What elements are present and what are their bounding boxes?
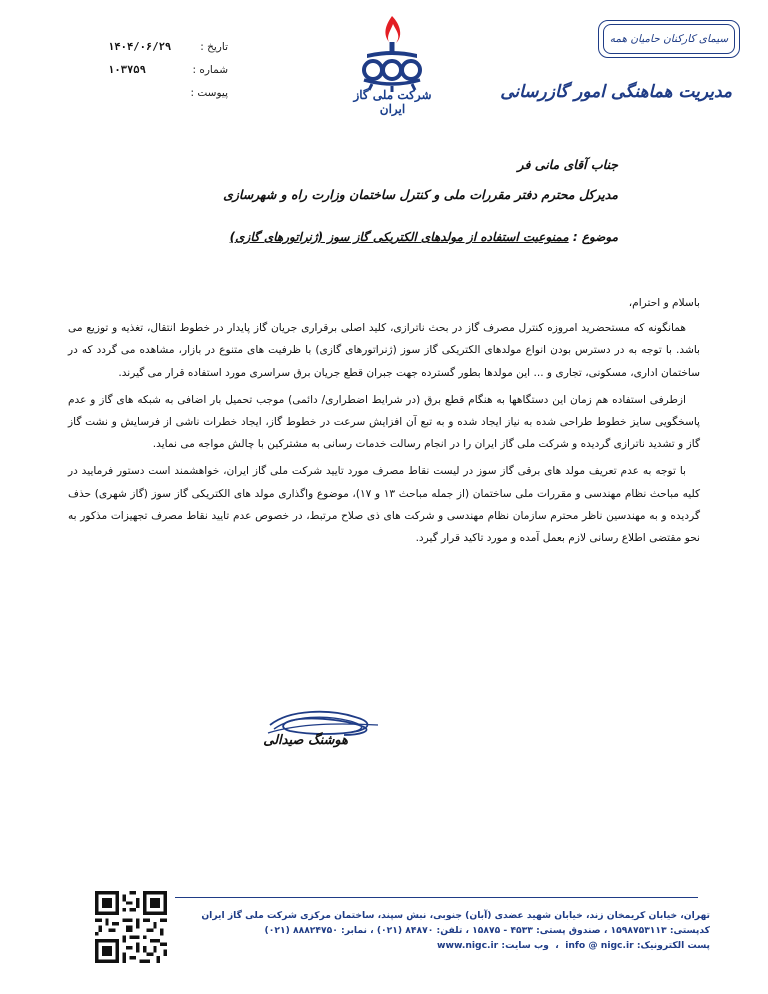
footer-website[interactable]: www.nigc.ir <box>436 940 499 951</box>
letter-body <box>68 292 700 554</box>
signatory-name: هوشنگ صیدالی <box>263 733 348 748</box>
addressee-title: مدیرکل محترم دفتر مقررات ملی و کنترل ساختمان وزارت راه و شهرسازی <box>223 187 618 202</box>
motto-text: سیمای کارکنان حامیان همه <box>609 33 729 45</box>
subject-text: ممنوعیت استفاده از مولدهای الکتریکی گاز سوز (ژنراتورهای گازی) <box>229 230 569 244</box>
letter-meta <box>108 36 228 105</box>
body-paragraph: با توجه به عدم تعریف مولد های برقی گاز سوز در لیست نقاط مصرف مورد تایید شرکت ملی گاز ایران، خواهشمند است دستور فرمایید در کلیه مباحث نظام مهندسی و مقررات ملی ساختمان (از جمله مباحث ۱۳ و ۱۷)، موضوع واگذاری مولد های الکتریکی گاز سوز (گاز شهری) حذف گردیده و به مهندسین ناظر محترم سازمان نظام مهندسی و شرکت های ذی صلاح مرتبط، در خصوص عدم تایید نقاط مصرف تجهیزات مذکور به نحو مقتضی اطلاع رسانی لازم بعمل آمده و مورد تاکید قرار گیرد. <box>68 465 700 545</box>
addressee-name: جناب آقای مانی فر <box>517 157 618 172</box>
footer-email[interactable]: info @ nigc.ir <box>565 940 634 951</box>
addressee-block <box>223 150 618 210</box>
number-label: شماره : <box>192 64 228 76</box>
attachment-label: پیوست : <box>190 87 228 99</box>
footer-address: تهران، خیابان کریمخان زند، خیابان شهید عضدی (آبان) جنوبی، نبش سپند، ساختمان مرکزی شرکت ملی گاز ایران <box>201 910 710 921</box>
footer-info <box>190 908 710 953</box>
attachment-row <box>108 82 228 105</box>
company-logo-text: شرکت ملی گاز ایران <box>353 88 432 116</box>
footer-email-line: پست الکترونیک: info @ nigc.ir ، وب سایت: www.nigc.ir <box>436 940 710 951</box>
motto-box <box>598 20 740 58</box>
body-paragraph: همانگونه که مستحضرید امروزه کنترل مصرف گاز در بحث ناترازی، کلید اصلی برقراری جریان گاز پایدار در خطوط انتقال، تغذیه و توزیع می باشد. با توجه به در دسترس بودن انواع مولدهای الکتریکی گاز سوز (ژنراتورهای گازی) با ظرفیت های متنوع در بازار، مشاهده می گردد که در ساختمان اداری، مسکونی، تجاری و ... این مولدها بطور گسترده جهت جبران قطع جریان برق سراسری مورد استفاده قرار می گیرند. <box>68 322 700 379</box>
date-value: ۱۴۰۴/۰۶/۲۹ <box>108 41 172 53</box>
qr-code-icon <box>95 891 167 963</box>
number-value: ۱۰۳۷۵۹ <box>108 64 146 76</box>
motto-inner-frame <box>603 24 735 54</box>
date-label: تاریخ : <box>200 41 228 53</box>
footer-contact: کدپستی: ۱۵۹۸۷۵۳۱۱۳ ، صندوق پستی: ۴۵۳۳ - ۱۵۸۷۵ ، تلفن: ۸۴۸۷۰ (۰۲۱) ، نمابر: ۸۸۸۲۴۷۵۰ (۰۲۱) <box>264 925 710 936</box>
date-row <box>108 36 228 59</box>
body-paragraph: ازطرفی استفاده هم زمان این دستگاهها به هنگام قطع برق (در شرایط اضطراری/ دائمی) موجب تحمیل بار اضافی به شبکه های گاز و عدم پاسخگویی سایز خطوط طراحی شده به نیاز ایجاد شده و به تبع آن افزایش سرعت در خطوط گاز، ایجاد خطرات ناشی از فرسایش و نشت گاز گاز و تشدید ناترازی گردیده و شرکت ملی گاز ایران را در انجام رسالت خدمات رسانی به مشترکین با چالش مواجه می نماید. <box>68 393 700 451</box>
greeting: باسلام و احترام، <box>628 297 700 309</box>
subject-label: موضوع : <box>572 230 618 244</box>
number-row <box>108 59 228 82</box>
footer-website-label: وب سایت: <box>501 940 549 951</box>
footer-divider <box>175 897 698 898</box>
footer-email-label: پست الکترونیک: <box>636 940 710 951</box>
subject-line <box>230 230 618 244</box>
department-title: مدیریت هماهنگی امور گازرسانی <box>500 82 732 102</box>
